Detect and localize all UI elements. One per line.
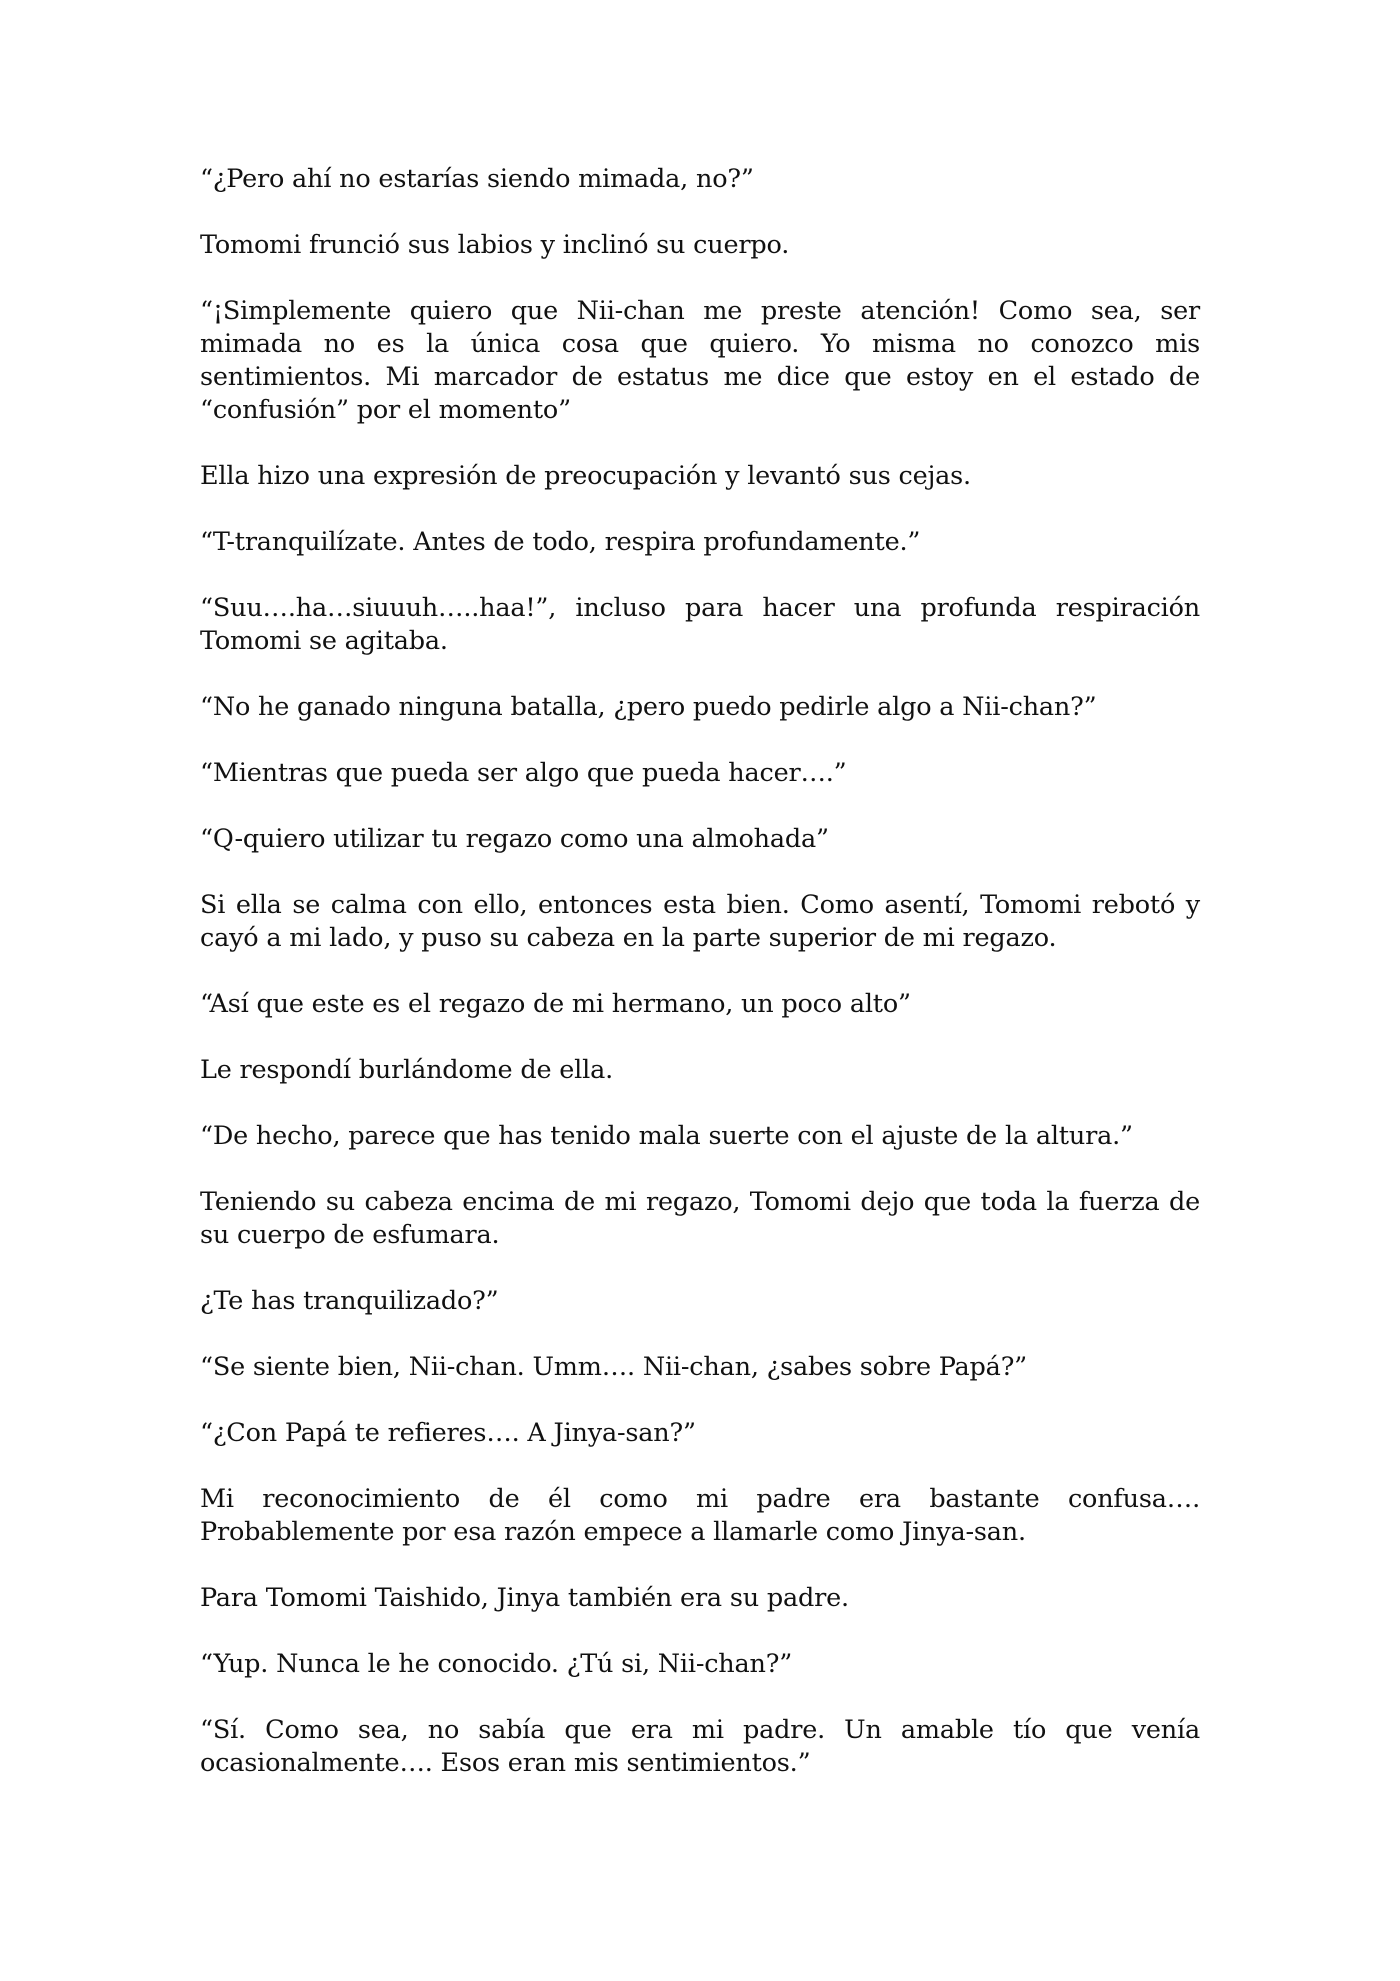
paragraph-5: “T-tranquilízate. Antes de todo, respira profundamente.”: [200, 527, 921, 557]
paragraph-18: Mi reconocimiento de él como mi padre era bastante confusa…. Probablemente por esa razón empece a llamarle como Jinya-san.: [200, 1484, 1200, 1547]
body-text: [200, 163, 1200, 1813]
paragraph-19: Para Tomomi Taishido, Jinya también era su padre.: [200, 1583, 849, 1613]
paragraph-20: “Yup. Nunca le he conocido. ¿Tú si, Nii-chan?”: [200, 1649, 793, 1679]
paragraph-6: “Suu….ha…siuuuh…..haa!”, incluso para hacer una profunda respiración Tomomi se agitaba.: [200, 593, 1200, 656]
paragraph-1: “¿Pero ahí no estarías siendo mimada, no?”: [200, 164, 754, 194]
paragraph-7: “No he ganado ninguna batalla, ¿pero puedo pedirle algo a Nii-chan?”: [200, 692, 1097, 722]
paragraph-2: Tomomi frunció sus labios y inclinó su cuerpo.: [200, 230, 790, 260]
paragraph-10: Si ella se calma con ello, entonces esta bien. Como asentí, Tomomi rebotó y cayó a mi lado, y puso su cabeza en la parte superior de mi regazo.: [200, 890, 1200, 953]
paragraph-16: “Se siente bien, Nii-chan. Umm…. Nii-chan, ¿sabes sobre Papá?”: [200, 1352, 1027, 1382]
paragraph-15: ¿Te has tranquilizado?”: [200, 1286, 499, 1316]
paragraph-11: “Así que este es el regazo de mi hermano, un poco alto”: [200, 989, 911, 1019]
paragraph-9: “Q-quiero utilizar tu regazo como una almohada”: [200, 824, 829, 854]
paragraph-17: “¿Con Papá te refieres…. A Jinya-san?”: [200, 1418, 696, 1448]
paragraph-21: “Sí. Como sea, no sabía que era mi padre. Un amable tío que venía ocasionalmente…. Esos eran mis sentimientos.”: [200, 1715, 1200, 1778]
paragraph-4: Ella hizo una expresión de preocupación y levantó sus cejas.: [200, 461, 971, 491]
paragraph-14: Teniendo su cabeza encima de mi regazo, Tomomi dejo que toda la fuerza de su cuerpo de esfumara.: [200, 1187, 1200, 1250]
paragraph-8: “Mientras que pueda ser algo que pueda hacer….”: [200, 758, 847, 788]
paragraph-12: Le respondí burlándome de ella.: [200, 1055, 613, 1085]
paragraph-3: “¡Simplemente quiero que Nii-chan me preste atención! Como sea, ser mimada no es la única cosa que quiero. Yo misma no conozco mis sentimientos. Mi marcador de estatus me dice que estoy en el estado de “confusión” por el momento”: [200, 296, 1200, 425]
paragraph-13: “De hecho, parece que has tenido mala suerte con el ajuste de la altura.”: [200, 1121, 1133, 1151]
